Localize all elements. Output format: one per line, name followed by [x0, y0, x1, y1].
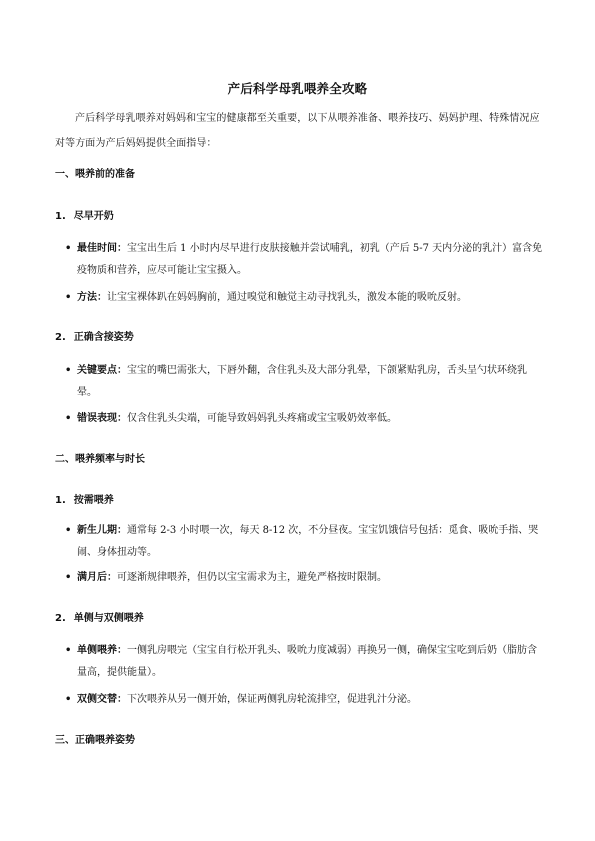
- intro-paragraph: 产后科学母乳喂养对妈妈和宝宝的健康都至关重要，以下从喂养准备、喂养技巧、妈妈护理、特殊情况应对等方面为产后妈妈提供全面指导：: [55, 113, 540, 149]
- section-heading: 二、喂养频率与时长: [55, 454, 145, 465]
- item-text: 让宝宝裸体趴在妈妈胸前，通过嗅觉和触觉主动寻找乳头，激发本能的吸吮反射。: [107, 292, 467, 303]
- page-title: 产后科学母乳喂养全攻略: [227, 81, 368, 96]
- subsection-heading: [55, 328, 134, 343]
- item-term: 关键要点：: [77, 365, 127, 376]
- item-term: 错误表现：: [77, 413, 127, 424]
- subsection-title: 正确含接姿势: [73, 332, 134, 343]
- subsection-title: 尽早开奶: [73, 211, 114, 222]
- item-term: 新生儿期：: [77, 525, 127, 536]
- item-term: 双侧交替：: [77, 694, 127, 705]
- bullet-icon: •: [65, 365, 72, 376]
- list-item: [65, 287, 543, 309]
- section-heading: 一、喂养前的准备: [55, 169, 135, 180]
- item-text: 宝宝的嘴巴需张大，下唇外翻，含住乳头及大部分乳晕，下颌紧贴乳房，舌头呈勺状环绕乳晕。: [77, 365, 527, 398]
- list-item: [65, 689, 543, 711]
- list-item: [65, 360, 543, 404]
- bullet-icon: •: [65, 413, 72, 424]
- item-text: 通常每 2-3 小时喂一次，每天 8-12 次，不分昼夜。宝宝饥饿信号包括：觅食、吸吮手指、哭闹、身体扭动等。: [77, 525, 539, 558]
- item-term: 满月后：: [77, 572, 117, 583]
- bullet-icon: •: [65, 525, 72, 536]
- item-text: 仅含住乳头尖端，可能导致妈妈乳头疼痛或宝宝吸奶效率低。: [127, 413, 397, 424]
- subsection-heading: [55, 207, 114, 222]
- bullet-icon: •: [65, 645, 72, 656]
- subsection-heading: [55, 609, 144, 624]
- section-heading: 三、正确喂养姿势: [55, 735, 135, 746]
- subsection-number: 2.: [55, 332, 66, 343]
- subsection-title: 单侧与双侧喂养: [73, 613, 144, 624]
- item-term: 单侧喂养：: [77, 645, 127, 656]
- bullet-icon: •: [65, 243, 72, 254]
- list-item: [65, 238, 543, 282]
- item-term: 方法：: [77, 292, 107, 303]
- item-text: 下次喂养从另一侧开始，保证两侧乳房轮流排空，促进乳汁分泌。: [127, 694, 417, 705]
- subsection-number: 2.: [55, 613, 66, 624]
- list-item: [65, 640, 543, 684]
- item-text: 一侧乳房喂完（宝宝自行松开乳头、吸吮力度减弱）再换另一侧，确保宝宝吃到后奶（脂肪含量高，提供能量）。: [77, 645, 537, 678]
- item-text: 宝宝出生后 1 小时内尽早进行皮肤接触并尝试哺乳，初乳（产后 5-7 天内分泌的乳汁）富含免疫物质和营养，应尽可能让宝宝摄入。: [77, 243, 543, 276]
- list-item: [65, 520, 543, 564]
- subsection-number: 1.: [55, 495, 66, 506]
- list-item: [65, 408, 543, 430]
- subsection-number: 1.: [55, 211, 66, 222]
- item-term: 最佳时间：: [77, 243, 127, 254]
- bullet-icon: •: [65, 694, 72, 705]
- list-item: [65, 567, 543, 589]
- subsection-heading: [55, 491, 114, 506]
- subsection-title: 按需喂养: [73, 495, 114, 506]
- bullet-icon: •: [65, 292, 72, 303]
- bullet-icon: •: [65, 572, 72, 583]
- item-text: 可逐渐规律喂养，但仍以宝宝需求为主，避免严格按时限制。: [117, 572, 387, 583]
